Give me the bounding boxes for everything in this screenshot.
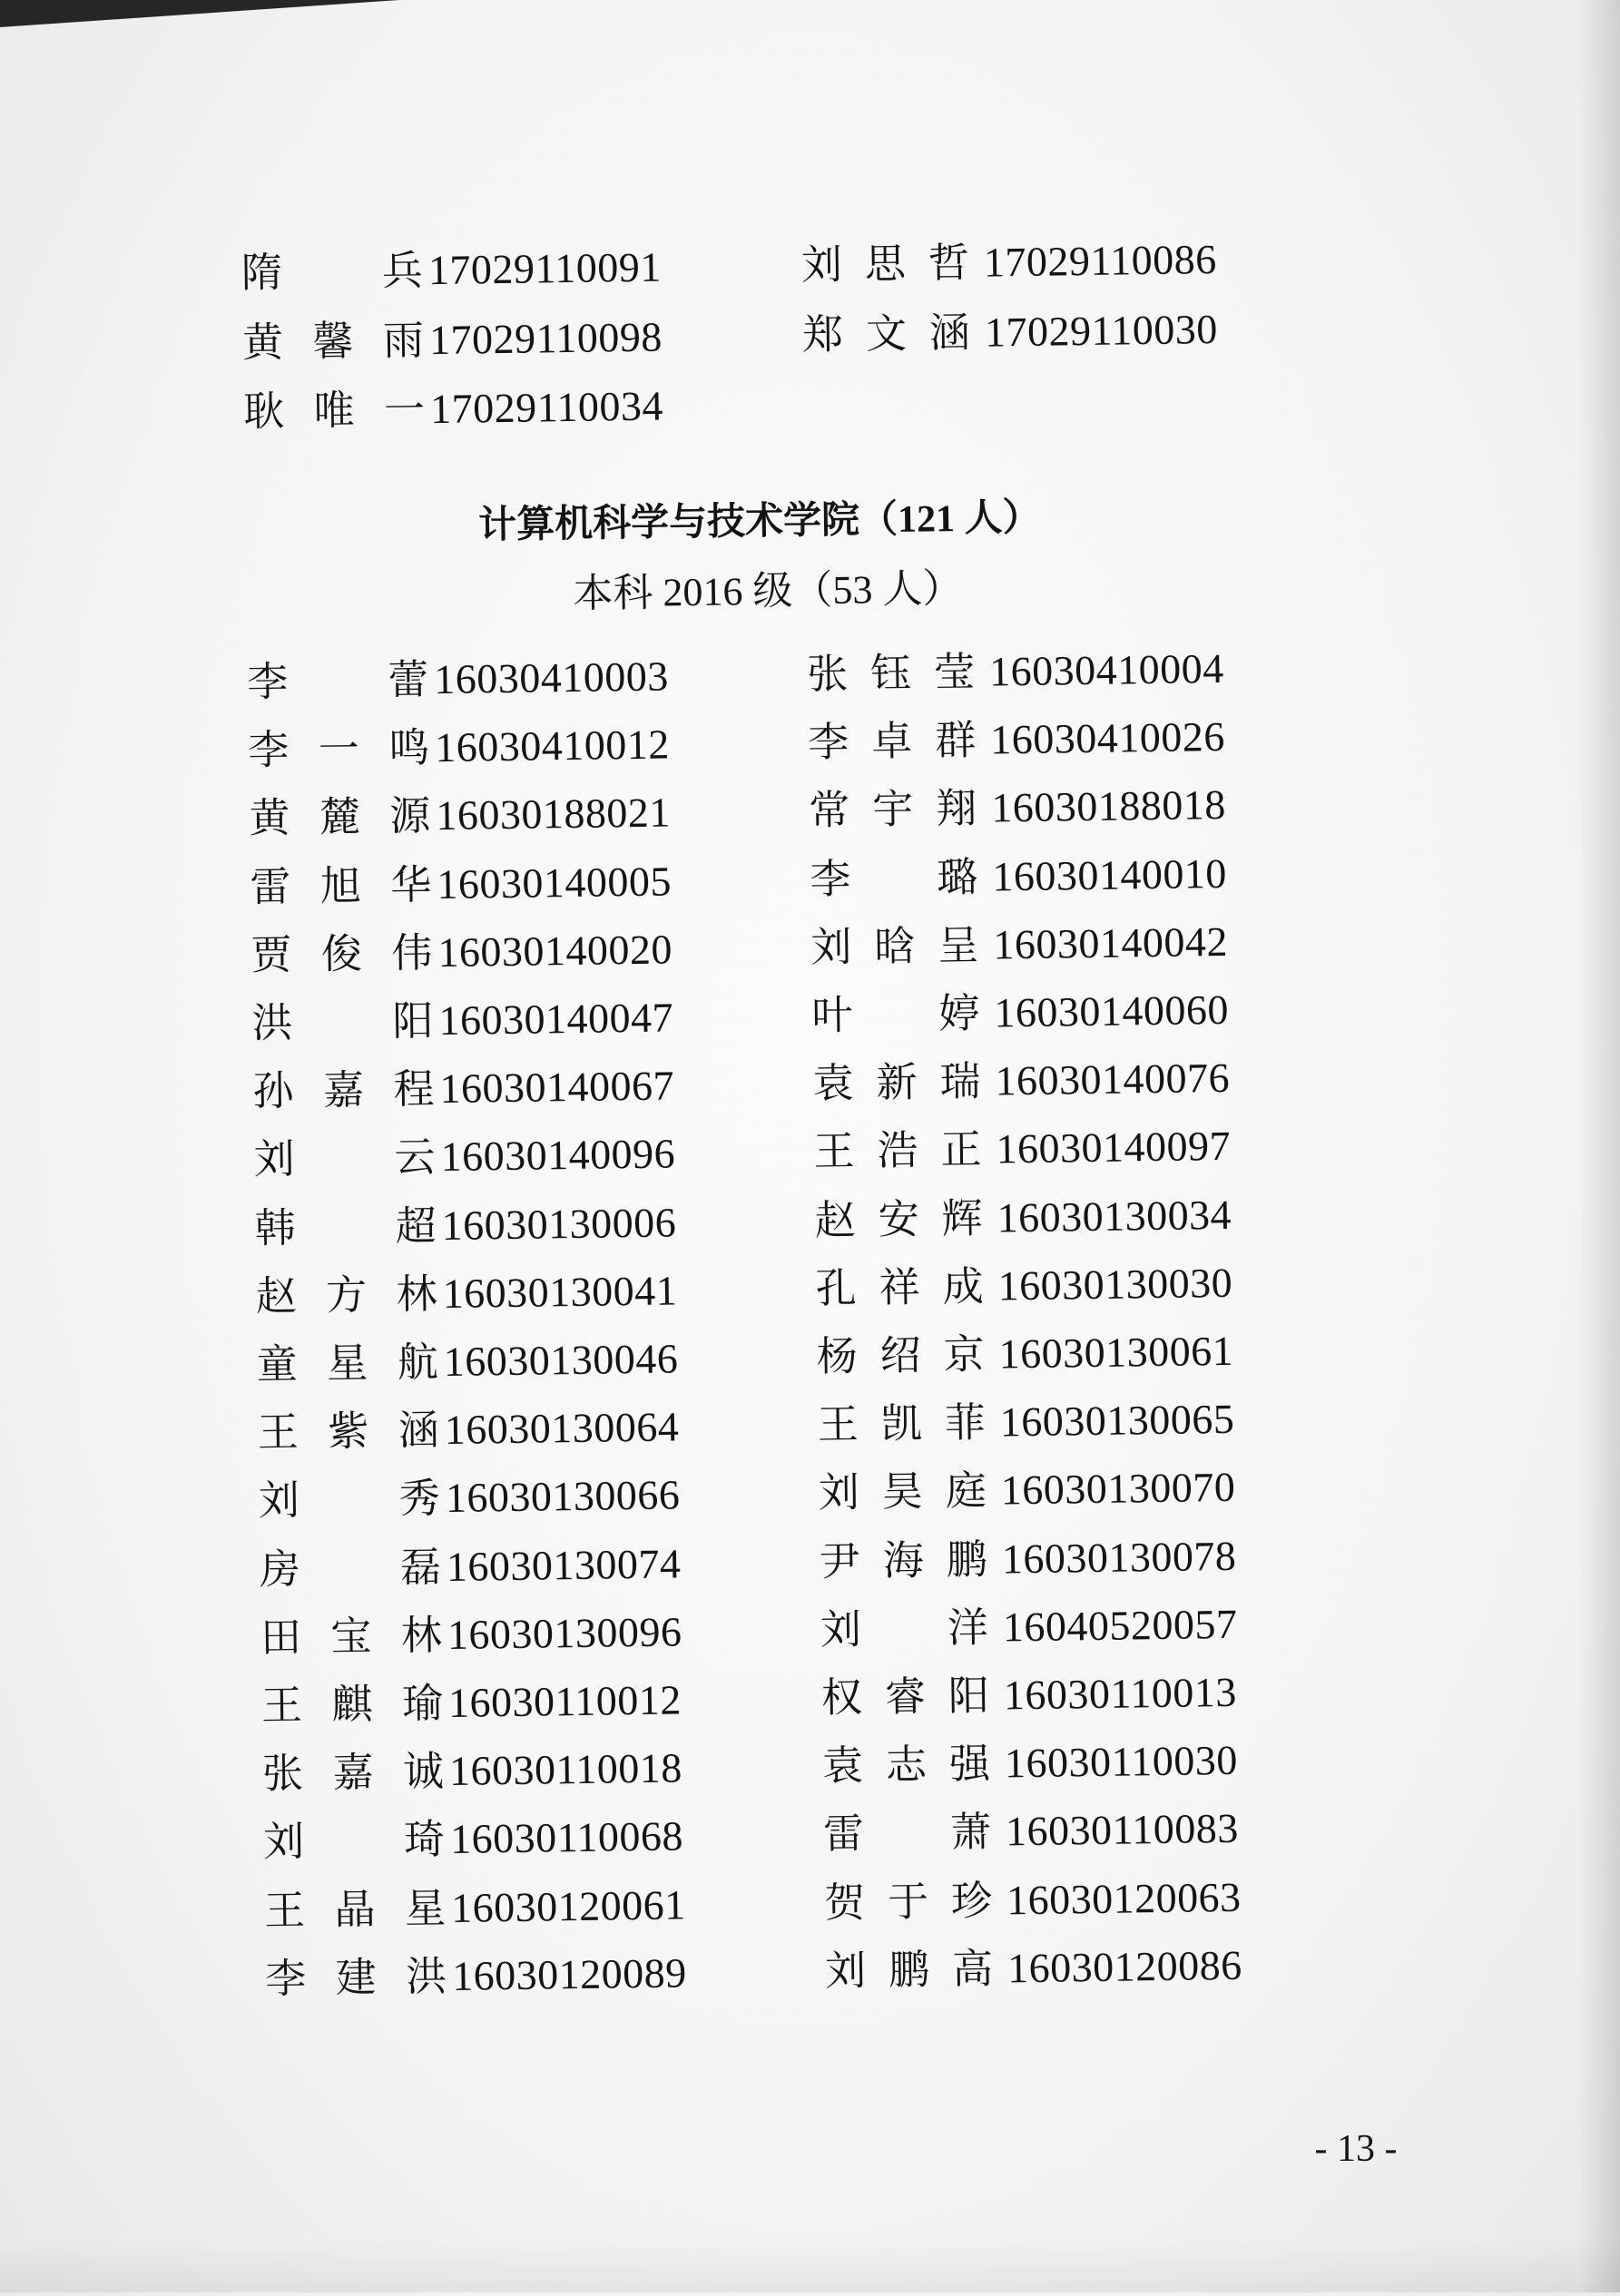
name-char: 志 (885, 1742, 928, 1789)
student-id: 16030140005 (437, 858, 673, 908)
student-id: 16030120061 (450, 1880, 686, 1931)
name-char: 旭 (319, 862, 362, 909)
roster-row (12, 1117, 1374, 1191)
name-char: 伟 (391, 929, 433, 976)
student-name (264, 1881, 447, 1938)
student-id: 16030140020 (437, 926, 673, 976)
roster-row (18, 1526, 1380, 1600)
name-char: 睿 (884, 1673, 927, 1721)
name-char: 京 (943, 1331, 986, 1379)
student-name (818, 1464, 987, 1521)
student-name (817, 1396, 986, 1453)
roster-row (21, 1732, 1383, 1805)
student-name (824, 1873, 993, 1930)
student-name (260, 1540, 442, 1597)
student-name (257, 1403, 439, 1460)
name-char: 隋 (241, 250, 283, 296)
name-char: 李 (264, 1955, 307, 2002)
student-name (250, 858, 432, 915)
student-name (263, 1812, 446, 1869)
name-char: 源 (389, 793, 431, 840)
name-char: 嘉 (332, 1750, 374, 1796)
name-char: 一 (318, 726, 360, 773)
student-name (251, 994, 434, 1051)
roster-row (14, 1253, 1376, 1327)
student-id: 16030140060 (994, 986, 1230, 1036)
name-char: 王 (260, 1683, 303, 1729)
name-char: 建 (335, 1954, 378, 2001)
name-char: 诚 (402, 1749, 445, 1795)
name-char: 云 (394, 1134, 436, 1182)
name-char: 兵 (381, 248, 424, 294)
name-char: 刘 (258, 1477, 300, 1525)
student-id: 16030110013 (1003, 1668, 1238, 1719)
student-id: 16030130041 (442, 1267, 678, 1317)
name-char: 李 (810, 856, 851, 902)
name-char: 强 (948, 1741, 991, 1788)
name-char: 李 (807, 719, 849, 766)
name-char: 田 (260, 1614, 302, 1661)
name-char: 璐 (936, 854, 978, 900)
name-char: 袁 (812, 1060, 854, 1107)
name-char: 麓 (319, 794, 361, 841)
roster-row (24, 1936, 1386, 2009)
name-char (887, 1806, 928, 1861)
student-id: 16030130061 (998, 1327, 1234, 1378)
name-char: 安 (878, 1196, 919, 1242)
student-name (807, 645, 976, 702)
name-char: 方 (325, 1271, 368, 1319)
student-name (260, 1608, 443, 1665)
student-id: 16030130030 (997, 1259, 1233, 1310)
name-char: 刘 (818, 1470, 860, 1516)
student-id: 16030140076 (995, 1055, 1231, 1104)
student-name (814, 1191, 983, 1248)
name-char: 王 (257, 1409, 299, 1457)
name-char: 刘 (810, 924, 852, 971)
name-char: 星 (404, 1885, 447, 1932)
student-id: 16030188021 (436, 789, 672, 839)
roster-row (9, 912, 1371, 986)
student-id: 16030130064 (444, 1403, 680, 1454)
roster-row (20, 1663, 1382, 1737)
name-char: 辉 (941, 1195, 983, 1241)
name-char: 郑 (801, 311, 844, 358)
roster-row (13, 1185, 1375, 1259)
student-name (247, 652, 429, 710)
name-char: 正 (940, 1127, 982, 1173)
student-id: 16030120063 (1006, 1873, 1242, 1923)
student-name (822, 1737, 991, 1794)
student-id: 16030410003 (433, 652, 670, 703)
student-id: 16030120086 (1006, 1941, 1242, 1992)
student-id: 16030130065 (999, 1396, 1235, 1446)
name-char (322, 995, 364, 1050)
roster-row (2, 369, 1364, 443)
name-char: 鹏 (946, 1536, 988, 1583)
name-char: 麒 (331, 1682, 373, 1728)
roster-row (17, 1458, 1379, 1532)
name-char: 晗 (874, 923, 916, 970)
name-char: 航 (397, 1339, 439, 1386)
student-id: 16030140042 (993, 917, 1229, 968)
name-char: 馨 (312, 318, 354, 365)
name-char: 庭 (945, 1468, 987, 1515)
student-id: 16030110083 (1005, 1805, 1240, 1855)
name-char: 鹏 (888, 1947, 930, 1994)
name-char: 宇 (871, 787, 914, 833)
name-char: 韩 (254, 1204, 297, 1251)
name-char: 群 (934, 717, 977, 764)
student-name (808, 713, 977, 770)
name-char: 婷 (938, 990, 980, 1037)
name-char: 嘉 (322, 1067, 365, 1114)
name-char: 洪 (251, 1000, 293, 1046)
name-char: 卓 (870, 718, 913, 765)
name-char: 磊 (399, 1544, 442, 1591)
name-char: 黄 (241, 319, 284, 366)
name-char: 秀 (398, 1476, 441, 1523)
name-char: 新 (876, 1059, 918, 1106)
name-char: 刘 (820, 1606, 862, 1653)
name-char: 赵 (814, 1197, 856, 1243)
student-name (256, 1335, 438, 1392)
name-char: 宝 (330, 1613, 372, 1660)
name-char: 林 (400, 1612, 443, 1659)
name-char: 耿 (242, 388, 285, 435)
name-char: 琦 (403, 1817, 446, 1864)
name-char: 瑞 (939, 1058, 981, 1105)
student-id: 16030130046 (443, 1335, 679, 1386)
student-name (262, 1744, 445, 1801)
student-name (801, 236, 970, 293)
student-name (241, 243, 424, 300)
roster-row (15, 1390, 1378, 1464)
name-char: 雷 (250, 863, 291, 910)
name-char: 成 (942, 1263, 985, 1310)
student-name (253, 1131, 436, 1188)
student-name (242, 313, 425, 370)
student-id: 17029110098 (428, 313, 663, 363)
name-char: 雨 (382, 317, 425, 364)
name-char: 华 (390, 861, 432, 908)
name-char: 杨 (816, 1333, 859, 1380)
name-char: 刘 (800, 241, 843, 289)
student-name (243, 382, 426, 439)
name-char: 钰 (869, 650, 912, 697)
roster-row (5, 640, 1368, 713)
student-id: 16040520057 (1002, 1600, 1238, 1651)
name-char: 王 (817, 1401, 859, 1448)
student-name (810, 918, 979, 976)
name-char: 文 (865, 310, 908, 357)
name-char (317, 653, 358, 709)
roster-row (22, 1800, 1384, 1873)
student-id: 16030130074 (446, 1539, 682, 1590)
name-char: 袁 (821, 1742, 864, 1790)
name-char: 李 (246, 659, 289, 705)
student-id: 16030140067 (439, 1062, 675, 1113)
name-char: 刘 (253, 1136, 296, 1183)
name-char: 星 (326, 1340, 368, 1387)
name-char: 哲 (928, 240, 970, 287)
name-char: 阳 (947, 1673, 990, 1720)
name-char (325, 1200, 367, 1255)
name-char: 洋 (947, 1604, 989, 1652)
student-name (811, 986, 980, 1044)
name-char: 翔 (935, 786, 977, 832)
student-id: 16030410026 (989, 713, 1226, 763)
name-char: 赵 (255, 1273, 298, 1320)
student-id: 17029110034 (429, 382, 664, 433)
name-char: 贾 (250, 932, 292, 978)
name-char: 思 (864, 240, 907, 288)
student-name (809, 781, 977, 839)
name-char (324, 1132, 366, 1187)
roster-row (15, 1322, 1377, 1396)
name-char: 超 (395, 1202, 437, 1250)
student-id: 16030130006 (441, 1199, 677, 1249)
name-char: 浩 (877, 1128, 918, 1174)
name-char: 刘 (262, 1819, 305, 1866)
name-char: 孙 (252, 1068, 294, 1115)
name-char: 祥 (879, 1264, 921, 1311)
student-name (825, 1941, 994, 1998)
student-name (810, 849, 978, 907)
roster-row (8, 844, 1370, 917)
student-name (252, 1062, 435, 1119)
name-char: 莹 (933, 649, 976, 696)
name-char: 孔 (815, 1265, 858, 1312)
name-char: 王 (813, 1129, 855, 1175)
student-name (815, 1259, 984, 1316)
name-char: 洪 (405, 1953, 447, 2000)
name-char: 高 (951, 1946, 994, 1993)
name-char: 王 (263, 1887, 306, 1934)
roster-row (7, 776, 1370, 849)
student-id: 17029110086 (983, 235, 1218, 286)
name-char: 绍 (879, 1332, 922, 1379)
name-char (883, 1601, 925, 1656)
name-char: 雷 (822, 1810, 865, 1858)
roster-row (6, 708, 1369, 781)
name-char: 童 (256, 1341, 299, 1388)
name-char: 蕾 (387, 657, 429, 703)
name-char: 涵 (928, 309, 971, 356)
roster-row (10, 981, 1372, 1055)
student-id: 16030110018 (448, 1744, 683, 1795)
name-char: 涵 (398, 1408, 440, 1454)
student-id: 16030120089 (451, 1949, 688, 1999)
name-char (333, 1814, 375, 1869)
name-char: 唯 (313, 388, 355, 434)
name-char: 张 (806, 651, 849, 698)
student-id: 16030140010 (992, 849, 1228, 900)
student-name (820, 1600, 989, 1657)
roster-row (19, 1594, 1381, 1668)
page-number: - 13 - (1314, 2128, 1398, 2170)
roster-row (1, 299, 1363, 373)
student-name (254, 1199, 437, 1256)
name-char (873, 850, 915, 906)
name-char: 珍 (950, 1878, 993, 1924)
name-char: 海 (882, 1537, 925, 1584)
name-char: 一 (383, 387, 426, 433)
name-char: 晶 (334, 1886, 377, 1933)
name-char (875, 987, 917, 1043)
student-id: 16030410012 (434, 721, 671, 771)
name-char: 程 (393, 1066, 435, 1113)
name-char: 萧 (949, 1810, 992, 1856)
student-name (249, 790, 431, 847)
student-name (248, 721, 430, 778)
name-char: 菲 (944, 1399, 987, 1447)
name-char: 呈 (938, 922, 979, 969)
name-char: 紫 (327, 1408, 369, 1455)
name-char: 黄 (249, 795, 290, 842)
student-name (265, 1949, 447, 2007)
name-char: 房 (259, 1545, 301, 1593)
student-name (812, 1055, 981, 1112)
roster-row (11, 1049, 1373, 1123)
roster-row (23, 1868, 1385, 1941)
student-id: 16030130070 (1000, 1464, 1236, 1514)
roster-row (0, 231, 1361, 304)
student-id: 16030130066 (445, 1471, 681, 1522)
student-id: 16030110068 (449, 1812, 684, 1863)
name-char: 鸣 (388, 725, 430, 771)
student-id: 16030130096 (447, 1608, 682, 1658)
student-name (250, 926, 433, 983)
student-id: 16030188018 (990, 781, 1227, 831)
student-name (816, 1328, 985, 1385)
name-char: 李 (247, 727, 290, 774)
student-id: 17029110030 (984, 305, 1219, 356)
student-id: 17029110091 (427, 243, 663, 294)
name-char: 林 (396, 1271, 438, 1318)
name-char: 常 (808, 788, 850, 834)
student-name (258, 1471, 440, 1528)
name-char (329, 1473, 370, 1528)
section-title: 计算机科学与技术学院（121 人） (477, 496, 1041, 547)
student-name (823, 1805, 992, 1862)
student-name (821, 1669, 990, 1726)
section-subtitle: 本科 2016 级（53 人） (573, 565, 963, 616)
name-char: 于 (887, 1879, 929, 1925)
student-id: 16030140047 (438, 994, 674, 1045)
student-id: 16030110030 (1004, 1737, 1239, 1787)
student-id: 16030130034 (997, 1191, 1232, 1241)
student-name (819, 1532, 987, 1589)
name-char: 权 (820, 1674, 863, 1722)
name-char: 凯 (880, 1400, 923, 1447)
name-char: 贺 (823, 1879, 866, 1926)
student-name (802, 305, 971, 362)
name-char: 昊 (881, 1469, 924, 1516)
name-char: 刘 (824, 1948, 867, 1994)
student-name (813, 1123, 982, 1180)
name-char (329, 1541, 371, 1596)
student-id: 16030110012 (447, 1676, 682, 1726)
name-char: 张 (261, 1751, 304, 1798)
student-name (261, 1676, 444, 1733)
name-char: 瑜 (401, 1681, 444, 1727)
name-char (311, 244, 353, 299)
name-char: 阳 (392, 998, 434, 1045)
student-id: 16030130078 (1001, 1532, 1237, 1583)
name-char: 俊 (320, 931, 363, 977)
student-id: 16030140096 (440, 1130, 676, 1181)
name-char: 尹 (819, 1538, 861, 1585)
student-id: 16030140097 (996, 1123, 1232, 1173)
student-id: 16030410004 (988, 644, 1225, 695)
name-char: 叶 (811, 992, 853, 1039)
student-name (255, 1267, 437, 1324)
